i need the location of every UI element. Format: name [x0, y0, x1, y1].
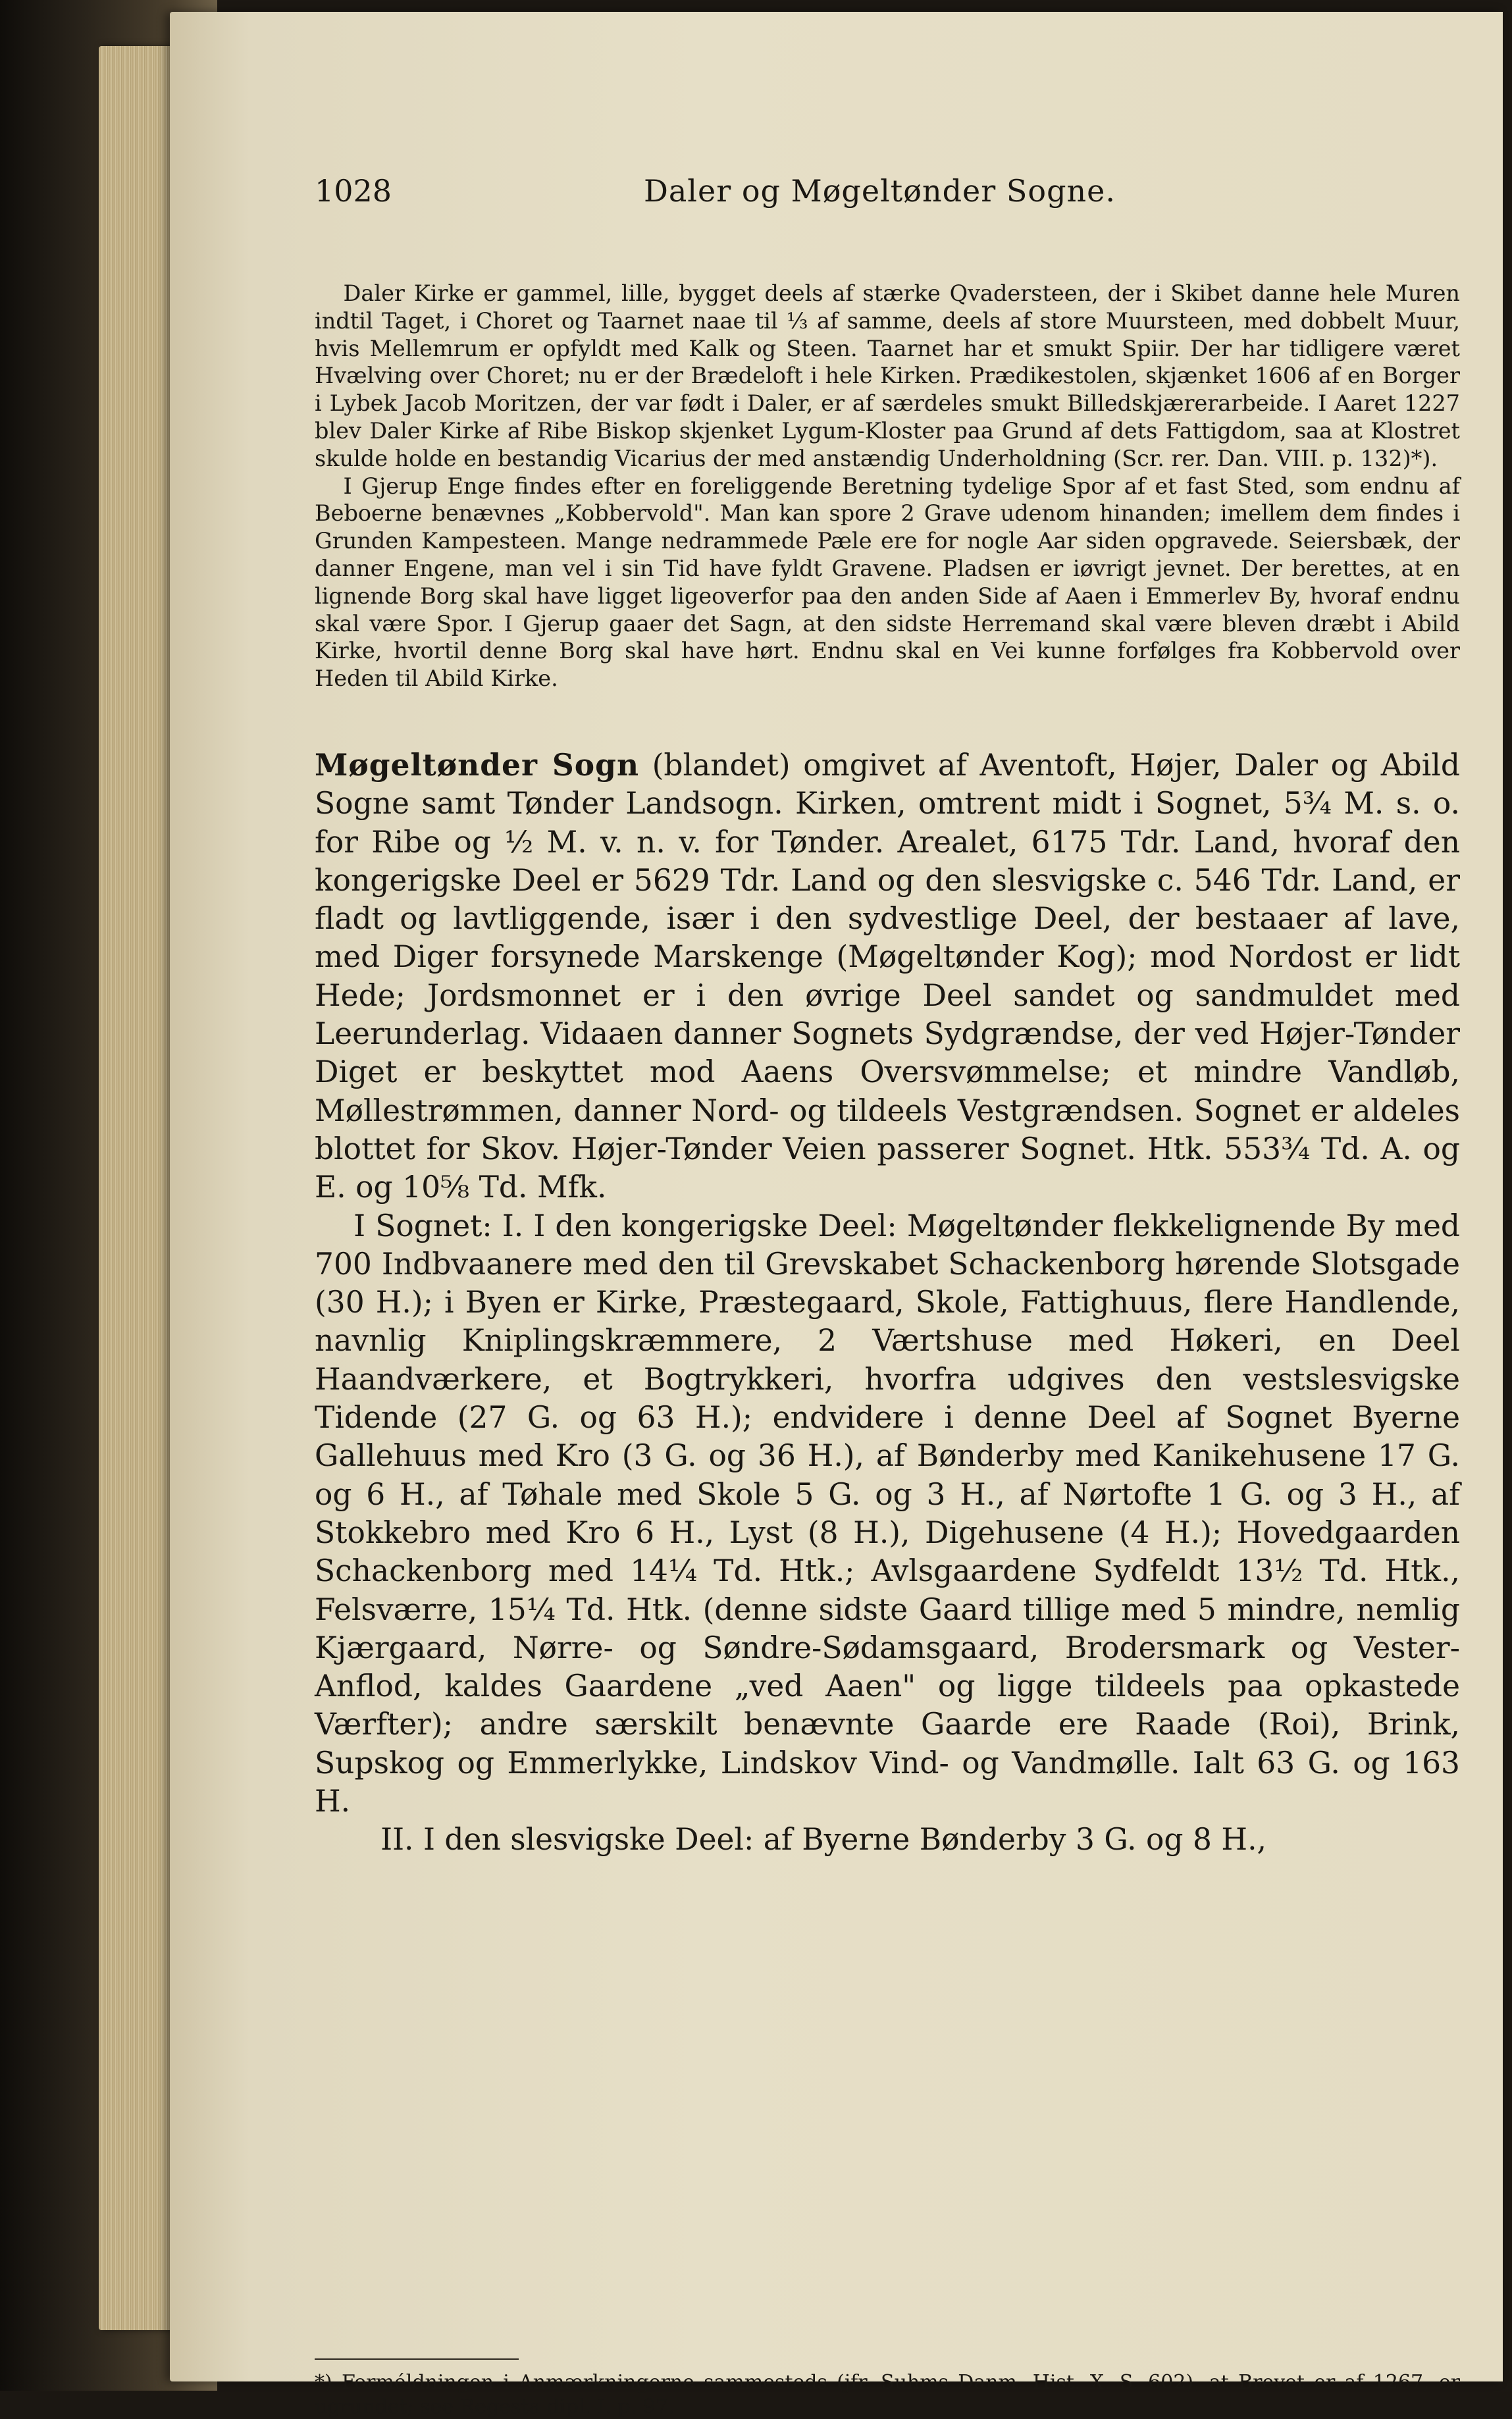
main-section — [315, 746, 1460, 1860]
section-paragraph-1 — [315, 746, 1460, 1207]
paragraph-gjerup-enge: I Gjerup Enge findes efter en foreliggende Beretning tydelige Spor af et fast Sted, som endnu af Beboerne benævnes „Kobbervold". Man kan spore 2 Grave udenom hinanden; imellem dem findes i Grunden Kampesteen. Mange nedrammede Pæle ere for nogle Aar siden opgravede. Seiersbæk, der danner Engene, man vel i sin Tid have fyldt Gravene. Pladsen er iøvrigt jevnet. Der berettes, at en lignende Borg skal have ligget ligeoverfor paa den anden Side af Aaen i Emmerlev By, hvoraf endnu skal være Spor. I Gjerup gaaer det Sagn, at den sidste Herremand skal være bleven dræbt i Abild Kirke, hvortil denne Borg skal have hørt. Endnu skal en Vei kunne forfølges fra Kobbervold over Heden til Abild Kirke. — [315, 473, 1460, 692]
section-lead-heading: Møgeltønder Sogn — [315, 747, 640, 783]
paragraph-daler-kirke: Daler Kirke er gammel, lille, bygget deels af stærke Qvadersteen, der i Skibet danne hele Muren indtil Taget, i Choret og Taarnet naae til ⅓ af samme, deels af store Muursteen, med dobbelt Muur, hvis Mellemrum er opfyldt med Kalk og Steen. Taarnet har et smukt Spiir. Der har tidligere været Hvælving over Choret; nu er der Brædeloft i hele Kirken. Prædikestolen, skjænket 1606 af en Borger i Lybek Jacob Moritzen, der var født i Daler, er af særdeles smukt Billedskjærerarbeide. I Aaret 1227 blev Daler Kirke af Ribe Biskop skjenket Lygum-Kloster paa Grund af dets Fattigdom, saa at Klostret skulde holde en bestandig Vicarius der med anstændig Underholdning (Scr. rer. Dan. VIII. p. 132)*). — [315, 280, 1460, 471]
page-number: 1028 — [315, 173, 392, 209]
footnote: *) Forméldningen i Anmærkningerne sammesteds (jfr. Suhms Danm. Hist. X. S. 602), at Brevet er af 1267, er ugrundet; see Regesta dipl. I. p. 97. — [315, 2371, 1460, 2418]
small-print-block — [315, 280, 1460, 692]
section-paragraph-1-text: (blandet) omgivet af Aventoft, Højer, Daler og Abild Sogne samt Tønder Landsogn. Kirken, omtrent midt i Sognet, 5¾ M. s. o. for Ribe og ½ M. v. n. v. for Tønder. Arealet, 6175 Tdr. Land, hvoraf den kongerigske Deel er 5629 Tdr. Land og den slesvigske c. 546 Tdr. Land, er fladt og lavtliggende, især i den sydvestlige Deel, der bestaaer af lave, med Diger forsynede Marskenge (Møgeltønder Kog); mod Nordost er lidt Hede; Jordsmonnet er i den øvrige Deel sandet og sandmuldet med Leerunderlag. Vidaaen danner Sognets Sydgrændse, der ved Højer-Tønder Diget er beskyttet mod Aaens Oversvømmelse; et mindre Vandløb, Møllestrømmen, danner Nord- og tildeels Vestgrændsen. Sognet er aldeles blottet for Skov. Højer-Tønder Veien passerer Sognet. Htk. 553¾ Td. A. og E. og 10⅝ Td. Mfk. — [315, 748, 1460, 1205]
section-paragraph-2: I Sognet: I. I den kongerigske Deel: Møgeltønder flekkelignende By med 700 Indbvaanere med den til Grevskabet Schackenborg hørende Slotsgade (30 H.); i Byen er Kirke, Præstegaard, Skole, Fattighuus, flere Handlende, navnlig Kniplingskræmmere, 2 Værtshuse med Høkeri, en Deel Haandværkere, et Bogtrykkeri, hvorfra udgives den vestslesvigske Tidende (27 G. og 63 H.); endvidere i denne Deel af Sognet Byerne Gallehuus med Kro (3 G. og 36 H.), af Bønderby med Kanikehusene 17 G. og 6 H., af Tøhale med Skole 5 G. og 3 H., af Nørtofte 1 G. og 3 H., af Stokkebro med Kro 6 H., Lyst (8 H.), Digehusene (4 H.); Hovedgaarden Schackenborg med 14¼ Td. Htk.; Avlsgaardene Sydfeldt 13½ Td. Htk., Felsværre, 15¼ Td. Htk. (denne sidste Gaard tillige med 5 mindre, nemlig Kjærgaard, Nørre- og Søndre-Sødamsgaard, Brodersmark og Vester-Anflod, kaldes Gaardene „ved Aaen" og ligge tildeels paa opkastede Værfter); andre særskilt benævnte Gaarde ere Raade (Roi), Brink, Supskog og Emmerlykke, Lindskov Vind- og Vandmølle. Ialt 63 G. og 163 H. — [315, 1208, 1460, 1819]
running-title: Daler og Møgeltønder Sogne. — [644, 173, 1116, 209]
section-paragraph-3: II. I den slesvigske Deel: af Byerne Bønderby 3 G. og 8 H., — [380, 1822, 1267, 1858]
page-header — [315, 173, 1460, 219]
book-page — [170, 12, 1503, 2418]
footnote-divider — [315, 2358, 519, 2360]
